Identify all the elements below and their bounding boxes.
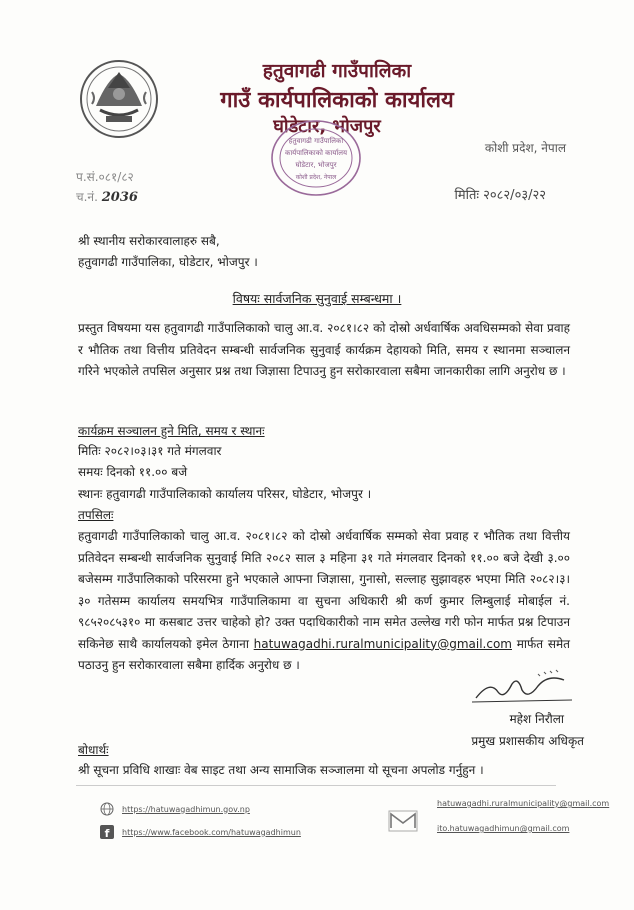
addressee-line2: हतुवागढी गाउँपालिका, घोडेटार, भोजपुर । bbox=[78, 255, 258, 269]
stamp-text-prov: कोशी प्रदेश, नेपाल bbox=[295, 174, 337, 181]
globe-icon bbox=[100, 802, 114, 816]
signatory-name: महेश निरौला bbox=[509, 712, 564, 726]
patra-sankhya: प.सं.०८१/८२ bbox=[76, 170, 134, 184]
tapsil-text-before-email: हतुवागढी गाउँपालिकाको चालु आ.व. २०८१।८२ को दोस्रो अर्धवार्षिक सम्मको सेवा प्रवाह र भौतिक तथा वित्तीय प्रतिवेदन सम्बन्धी सार्वजनिक सुनुवाई मिति २०८२ साल ३ महिना ३१ गते मंगलवार दिनको ११.०० बजे देखी ३.०० बजेसम्म गाउँपालिकाको परिसरमा हुने भएकाले आफ्ना जिज्ञासा, गुनासो, सल्लाह सुझावहरु भएमा मिति २०८२।३।३० गतेसम्म कार्यालय समयभित्र गाउँपालिकामा वा सुचना अधिकारी श्री कर्ण कुमार लिम्बुलाई मोबाईल नं. ९८५२०८५३१० मा कसबाट उत्तर चाहेको हो? उक्त पदाधिकारीको नाम समेत उल्लेख गरी फोन मार्फत प्रश्न टिपाउन सकिनेछ साथै कार्यालयको इमेल ठेगाना bbox=[78, 529, 570, 651]
header-line2: गाउँ कार्यपालिकाको कार्यालय bbox=[220, 88, 454, 113]
email2-link[interactable]: ito.hatuwagadhimun@gmail.com bbox=[437, 824, 570, 833]
header-line3: घोडेटार, भोजपुर bbox=[273, 116, 381, 137]
province-label: कोशी प्रदेश, नेपाल bbox=[484, 141, 566, 155]
bodartha-heading: बोधार्थः bbox=[78, 743, 109, 757]
signature-image bbox=[468, 666, 578, 708]
footer-divider bbox=[76, 785, 556, 786]
stamp-text-bot: घोडेटार, भोजपुर bbox=[295, 161, 337, 169]
tapsil-paragraph bbox=[78, 526, 570, 677]
tapsil-heading: तपसिलः bbox=[78, 508, 114, 522]
stamp-text-top: हतुवागढी गाउँपालिका bbox=[288, 137, 344, 145]
subject-line: विषयः सार्वजनिक सुनुवाई सम्बन्धमा । bbox=[232, 291, 402, 306]
letter-date: मितिः २०८२/०३/२२ bbox=[454, 188, 546, 203]
bodartha-line: श्री सूचना प्रविधि शाखाः वेब साइट तथा अन्य सामाजिक सञ्जालमा यो सूचना अपलोड गर्नुहुन । bbox=[78, 763, 484, 777]
office-stamp bbox=[270, 118, 362, 198]
signatory-title: प्रमुख प्रशासकीय अधिकृत bbox=[471, 734, 584, 748]
footer-facebook[interactable] bbox=[100, 825, 301, 839]
stamp-text-mid: कार्यपालिकाको कार्यालय bbox=[284, 149, 348, 157]
addressee-line1: श्री स्थानीय सरोकारवालाहरु सबै, bbox=[78, 234, 220, 248]
chalani-number: 2036 bbox=[101, 190, 138, 205]
email1-link[interactable]: hatuwagadhi.ruralmunicipality@gmail.com bbox=[437, 799, 610, 808]
program-time: समयः दिनको ११.०० बजे bbox=[78, 465, 188, 479]
footer-website[interactable] bbox=[100, 802, 250, 816]
chalani-label: च.नं. bbox=[76, 190, 98, 204]
svg-text:f: f bbox=[104, 827, 110, 839]
program-place: स्थानः हतुवागढी गाउँपालिकाको कार्यालय परिसर, घोडेटार, भोजपुर । bbox=[78, 487, 372, 501]
body-paragraph: प्रस्तुत विषयमा यस हतुवागढी गाउँपालिकाको चालु आ.व. २०८१।८२ को दोस्रो अर्धवार्षिक अवधिसम्मको सेवा प्रवाह र भौतिक तथा वित्तीय प्रतिवेदन सम्बन्धी सार्वजनिक सुनुवाई कार्यक्रम देहायको मिति, समय र स्थानमा सञ्चालन गरिने भएकोले तपसिल अनुसार प्रश्न तथा जिज्ञासा टिपाउनु हुन सरोकारवाला सबैमा जानकारीका लागि अनुरोध छ । bbox=[78, 321, 570, 378]
header-line1: हतुवागढी गाउँपालिका bbox=[262, 60, 412, 82]
facebook-icon bbox=[100, 825, 114, 839]
chalani-number-row bbox=[76, 188, 138, 205]
website-link[interactable]: https://hatuwagadhimun.gov.np bbox=[122, 804, 250, 814]
facebook-link[interactable]: https://www.facebook.com/hatuwagadhimun bbox=[122, 827, 301, 837]
gmail-icon bbox=[388, 810, 418, 832]
program-date: मितिः २०८२।०३।३१ गते मंगलवार bbox=[78, 444, 222, 458]
tapsil-text-after-email: मार्फत समेत पठाउनु हुन सरोकारवाला सबैमा हार्दिक अनुरोध छ । bbox=[78, 636, 570, 672]
office-email-link[interactable]: hatuwagadhi.ruralmunicipality@gmail.com bbox=[253, 636, 512, 651]
program-heading: कार्यक्रम सञ्चालन हुने मिति, समय र स्थानः bbox=[78, 424, 265, 438]
